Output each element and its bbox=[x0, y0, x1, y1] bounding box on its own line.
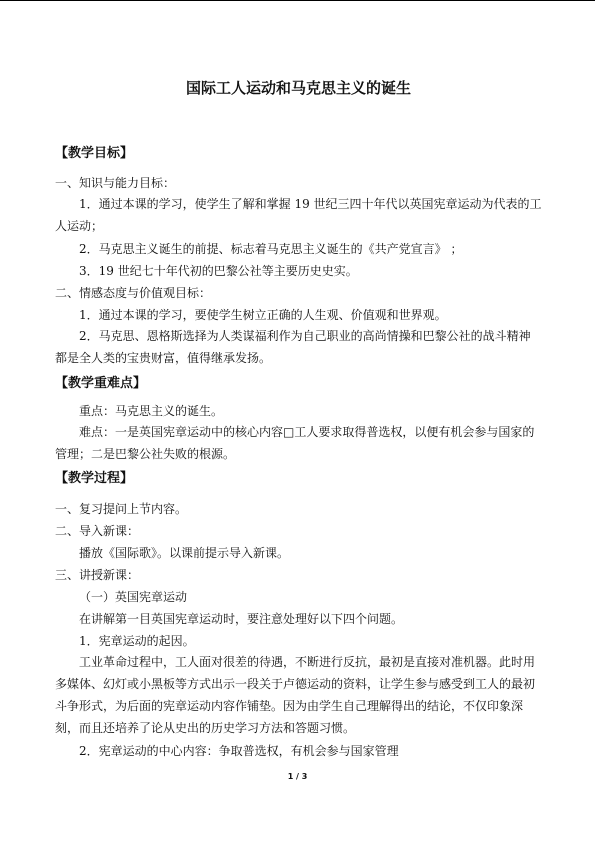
process-paragraph-8: 工业革命过程中，工人面对很差的待遇，不断进行反抗，最初是直接对准机器。此时用多媒体、幻灯或小黑板等方式出示一段关于卢德运动的资料，让学生参与感受到工人的最初斗争形式，为后面的宪章运动内容作铺垫。因为由学生自己理解得出的结论，不仅印象深刻，而且还培养了论从史出的历史学习方法和答题习惯。 bbox=[55, 655, 536, 735]
section-heading-goals: 【教学目标】 bbox=[55, 146, 134, 161]
section-heading-process: 【教学过程】 bbox=[55, 471, 134, 486]
page-title: 国际工人运动和马克思主义的诞生 bbox=[185, 79, 411, 97]
goals-item-2: 2．马克思主义诞生的前提、标志着马克思主义诞生的《共产党宣言》 ； bbox=[79, 242, 463, 256]
header-rule bbox=[0, 0, 595, 1]
process-line-3: 播放《国际歌》。以课前提示导入新课。 bbox=[79, 546, 290, 560]
goals-item-5: 2．马克思、恩格斯选择为人类谋福利作为自己职业的高尚情操和巴黎公社的战斗精神都是全人类的宝贵财富，值得继承发扬。 bbox=[55, 329, 531, 365]
goals-item-3: 3．19 世纪七十年代初的巴黎公社等主要历史史实。 bbox=[79, 264, 358, 278]
goals-item-1: 1．通过本课的学习，使学生了解和掌握 19 世纪三四十年代以英国宪章运动为代表的工人运动； bbox=[55, 197, 542, 233]
goals-heading-2: 二、情感态度与价值观目标： bbox=[55, 286, 212, 300]
process-line-4: 三、讲授新课： bbox=[55, 568, 140, 582]
process-line-7: 1．宪章运动的起因。 bbox=[79, 634, 195, 648]
process-line-9: 2．宪章运动的中心内容：争取普选权，有机会参与国家管理 bbox=[79, 744, 399, 758]
goals-heading-1: 一、知识与能力目标： bbox=[55, 176, 176, 190]
process-line-6: 在讲解第一目英国宪章运动时，要注意处理好以下四个问题。 bbox=[79, 612, 404, 626]
goals-item-4: 1．通过本课的学习，要使学生树立正确的人生观、价值观和世界观。 bbox=[79, 308, 447, 322]
process-line-5: （一）英国宪章运动 bbox=[79, 590, 188, 604]
process-line-1: 一、复习提问上节内容。 bbox=[55, 502, 188, 516]
process-line-2: 二、导入新课： bbox=[55, 524, 140, 538]
page-number: 1 / 3 bbox=[287, 772, 308, 781]
difficult-point: 难点：一是英国宪章运动中的核心内容□工人要求取得普选权，以便有机会参与国家的管理；二是巴黎公社失败的根源。 bbox=[55, 425, 535, 461]
key-point: 重点：马克思主义的诞生。 bbox=[79, 404, 224, 418]
section-heading-key: 【教学重难点】 bbox=[55, 376, 147, 391]
